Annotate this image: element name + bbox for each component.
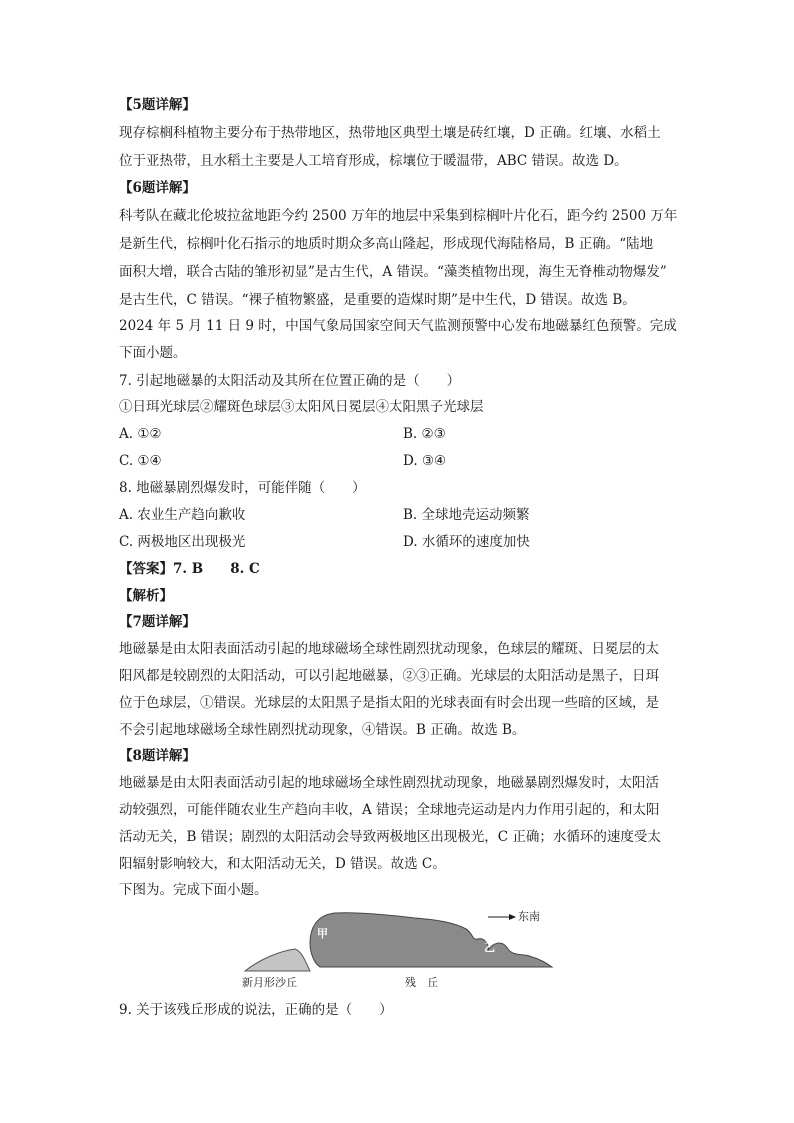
section7-line-3: 位于色球层，①错误。光球层的太阳黑子是指太阳的光球表面有时会出现一些暗的区域，是 (119, 695, 659, 711)
section8-line-3: 活动无关，B 错误；剧烈的太阳活动会导致两极地区出现极光，C 正确；水循环的速度受太 (119, 829, 661, 845)
section7-line-4: 不会引起地球磁场全球性剧烈扰动现象，④错误。B 正确。故选 B。 (119, 722, 526, 738)
residual-hill-figure (240, 905, 560, 997)
answer-line: 【答案】7. B 8. C (119, 561, 260, 577)
label-jia: 甲 (317, 927, 328, 940)
section8-line-4: 阳辐射影响较大，和太阳活动无关，D 错误。故选 C。 (119, 856, 446, 872)
q7-items: ①日珥光球层②耀斑色球层③太阳风日冕层④太阳黑子光球层 (119, 399, 484, 415)
direction-label: 东南 (518, 910, 540, 923)
section5-line-1: 现存棕榈科植物主要分布于热带地区，热带地区典型土壤是砖红壤，D 正确。红壤、水稻土 (119, 125, 661, 141)
residual-hill-shape (310, 913, 552, 967)
intro-line-1: 2024 年 5 月 11 日 9 时，中国气象局国家空间天气监测预警中心发布地磁暴红色预警。完成 (119, 318, 677, 334)
section8-line-1: 地磁暴是由太阳表面活动引起的地球磁场全球性剧烈扰动现象，地磁暴剧烈爆发时，太阳活 (119, 775, 659, 791)
q8-option-a: A. 农业生产趋向歉收 (119, 507, 246, 523)
q7-option-c: C. ①④ (119, 453, 162, 469)
residual-hill-label: 残 丘 (405, 976, 438, 989)
section5-line-2: 位于亚热带，且水稻土主要是人工培育形成，棕壤位于暖温带，ABC 错误。故选 D。 (119, 153, 628, 169)
label-yi: 乙 (484, 941, 495, 954)
section6-line-4: 是古生代，C 错误。“裸子植物繁盛，是重要的造煤时期”是中生代，D 错误。故选 B。 (119, 292, 636, 308)
dune-label: 新月形沙丘 (242, 976, 297, 989)
q8-option-c: C. 两极地区出现极光 (119, 534, 246, 550)
section8-line-2: 动较强烈，可能伴随农业生产趋向丰收，A 错误；全球地壳运动是内力作用引起的，和太阳 (119, 802, 660, 818)
section8-heading: 【8题详解】 (119, 748, 196, 764)
section6-line-1: 科考队在藏北伦坡拉盆地距今约 2500 万年的地层中采集到棕榈叶片化石，距今约 2500 万年 (119, 208, 678, 224)
section7-line-2: 阳风都是较剧烈的太阳活动，可以引起地磁暴，②③正确。光球层的太阳活动是黑子，日珥 (119, 668, 659, 684)
q9-stem: 9. 关于该残丘形成的说法，正确的是（ ） (119, 1002, 393, 1018)
q7-stem: 7. 引起地磁暴的太阳活动及其所在位置正确的是（ ） (119, 373, 461, 389)
q8-option-b: B. 全球地壳运动频繁 (403, 507, 530, 523)
section6-heading: 【6题详解】 (119, 180, 196, 196)
section6-line-2: 是新生代，棕榈叶化石指示的地质时期众多高山隆起，形成现代海陆格局，B 正确。“陆地 (119, 236, 654, 252)
section7-heading: 【7题详解】 (119, 614, 196, 630)
q7-option-d: D. ③④ (403, 453, 447, 469)
section7-line-1: 地磁暴是由太阳表面活动引起的地球磁场全球性剧烈扰动现象，色球层的耀斑、日冕层的太 (119, 641, 659, 657)
analysis-heading: 【解析】 (119, 588, 173, 604)
q7-option-a: A. ①② (119, 426, 162, 442)
section6-line-3: 面积大增，联合古陆的雏形初显”是古生代，A 错误。“藻类植物出现，海生无脊椎动物爆发” (119, 264, 667, 280)
q7-option-b: B. ②③ (403, 426, 446, 442)
figure-intro: 下图为。完成下面小题。 (119, 882, 268, 898)
section5-heading: 【5题详解】 (119, 97, 196, 113)
intro-line-2: 下面小题。 (119, 345, 187, 361)
q8-option-d: D. 水循环的速度加快 (403, 534, 530, 550)
southeast-arrow-head (509, 914, 516, 920)
crescent-dune-shape (245, 949, 310, 971)
q8-stem: 8. 地磁暴剧烈爆发时，可能伴随（ ） (119, 480, 366, 496)
